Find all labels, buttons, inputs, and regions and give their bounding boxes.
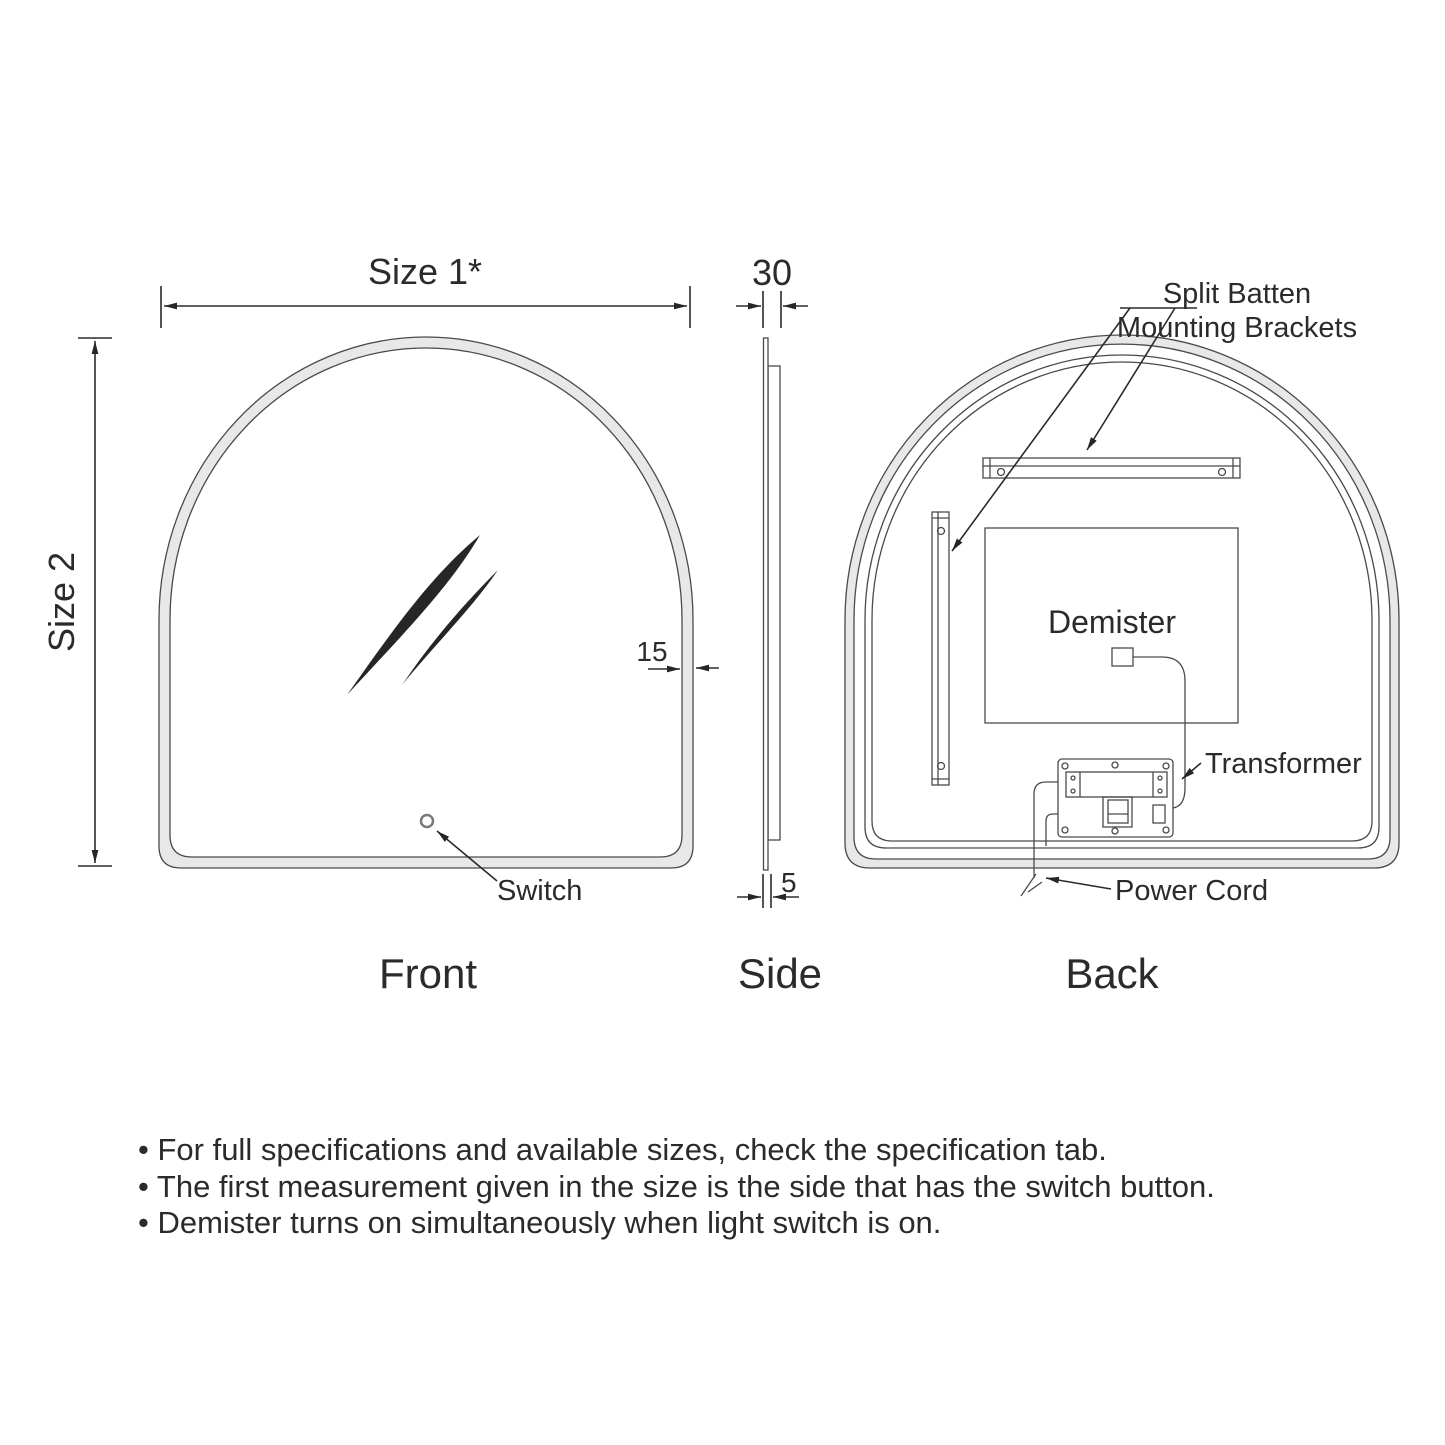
depth-30-dimension bbox=[736, 252, 808, 328]
note-line-3: • Demister turns on simultaneously when light switch is on. bbox=[138, 1205, 942, 1240]
notes-list bbox=[138, 1132, 1215, 1240]
cord-end-symbol bbox=[1021, 874, 1042, 896]
side-view-label: Side bbox=[737, 950, 823, 997]
side-view bbox=[764, 338, 781, 870]
frame-15-dimension-label: 15 bbox=[636, 636, 668, 667]
front-view bbox=[159, 337, 693, 868]
split-batten-label-line2: Mounting Brackets bbox=[1116, 312, 1358, 344]
switch-label: Switch bbox=[497, 875, 583, 907]
side-glass-pane bbox=[764, 338, 769, 870]
back-view-label: Back bbox=[1065, 950, 1159, 997]
mounting-bracket-horizontal bbox=[983, 458, 1240, 478]
size2-dimension bbox=[41, 338, 112, 866]
front-view-label: Front bbox=[378, 950, 478, 997]
mounting-bracket-vertical bbox=[932, 512, 949, 785]
size1-dimension bbox=[161, 251, 690, 328]
depth-30-dimension-label: 30 bbox=[751, 252, 793, 293]
switch-dot bbox=[421, 815, 433, 827]
side-backing-panel bbox=[768, 366, 780, 840]
power-cord-callout bbox=[1046, 875, 1268, 907]
note-line-2: • The first measurement given in the size is the side that has the switch button. bbox=[138, 1169, 1215, 1204]
demister-connector bbox=[1112, 648, 1133, 666]
glass-5-dimension-label: 5 bbox=[781, 867, 797, 898]
back-view bbox=[845, 335, 1399, 896]
transformer-callout bbox=[1182, 748, 1362, 780]
size1-dimension-label: Size 1* bbox=[367, 251, 483, 292]
transformer-label: Transformer bbox=[1205, 748, 1362, 780]
size2-dimension-label: Size 2 bbox=[41, 551, 82, 653]
power-cord-label: Power Cord bbox=[1115, 875, 1269, 907]
demister-label: Demister bbox=[1047, 604, 1177, 640]
note-line-1: • For full specifications and available sizes, check the specification tab. bbox=[138, 1132, 1107, 1167]
glass-5-dimension bbox=[737, 867, 799, 908]
transformer-box bbox=[1058, 759, 1173, 837]
split-batten-label-line1: Split Batten bbox=[1162, 278, 1312, 310]
